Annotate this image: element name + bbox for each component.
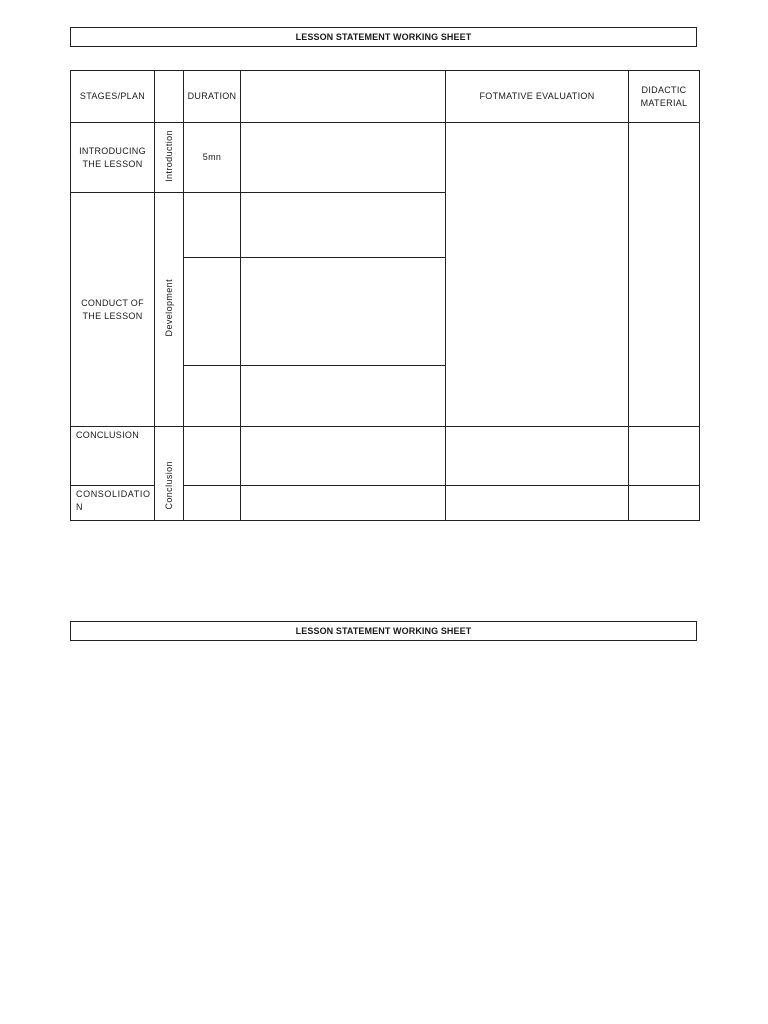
phase-development-cell xyxy=(155,193,184,427)
evaluation-cell-main[interactable] xyxy=(446,123,629,427)
sheet-title: LESSON STATEMENT WORKING SHEET xyxy=(70,27,697,47)
stage-conclusion: CONCLUSION xyxy=(71,427,155,486)
duration-cell[interactable] xyxy=(184,258,241,366)
lesson-table xyxy=(70,70,700,521)
material-cell[interactable] xyxy=(629,427,700,486)
header-material: DIDACTIC MATERIAL xyxy=(629,71,700,123)
header-duration: DURATION xyxy=(184,71,241,123)
stage-consolidation xyxy=(71,486,155,521)
stage-conduct: CONDUCT OF THE LESSON xyxy=(71,193,155,427)
material-cell-main[interactable] xyxy=(629,123,700,427)
stage-consolidation-line1: CONSOLIDATIO xyxy=(76,489,151,499)
evaluation-cell[interactable] xyxy=(446,486,629,521)
activity-cell[interactable] xyxy=(241,123,446,193)
duration-introducing: 5mn xyxy=(184,123,241,193)
activity-cell[interactable] xyxy=(241,258,446,366)
activity-cell[interactable] xyxy=(241,427,446,486)
sheet-title-second: LESSON STATEMENT WORKING SHEET xyxy=(70,621,697,641)
activity-cell[interactable] xyxy=(241,366,446,427)
header-phase xyxy=(155,71,184,123)
duration-cell[interactable] xyxy=(184,427,241,486)
duration-cell[interactable] xyxy=(184,193,241,258)
phase-introduction-label: Introduction xyxy=(163,129,174,182)
table-row xyxy=(71,427,700,486)
phase-conclusion-cell xyxy=(155,427,184,521)
activity-cell[interactable] xyxy=(241,193,446,258)
activity-cell[interactable] xyxy=(241,486,446,521)
header-evaluation: FOTMATIVE EVALUATION xyxy=(446,71,629,123)
table-row xyxy=(71,123,700,193)
phase-conclusion-label: Conclusion xyxy=(163,461,174,510)
material-cell[interactable] xyxy=(629,486,700,521)
stage-consolidation-line2: N xyxy=(76,502,84,512)
duration-cell[interactable] xyxy=(184,486,241,521)
header-activities xyxy=(241,71,446,123)
phase-development-label: Development xyxy=(163,278,174,337)
evaluation-cell[interactable] xyxy=(446,427,629,486)
header-row xyxy=(71,71,700,123)
duration-cell[interactable] xyxy=(184,366,241,427)
phase-introduction-cell xyxy=(155,123,184,193)
header-stages: STAGES/PLAN xyxy=(71,71,155,123)
stage-introducing: INTRODUCING THE LESSON xyxy=(71,123,155,193)
